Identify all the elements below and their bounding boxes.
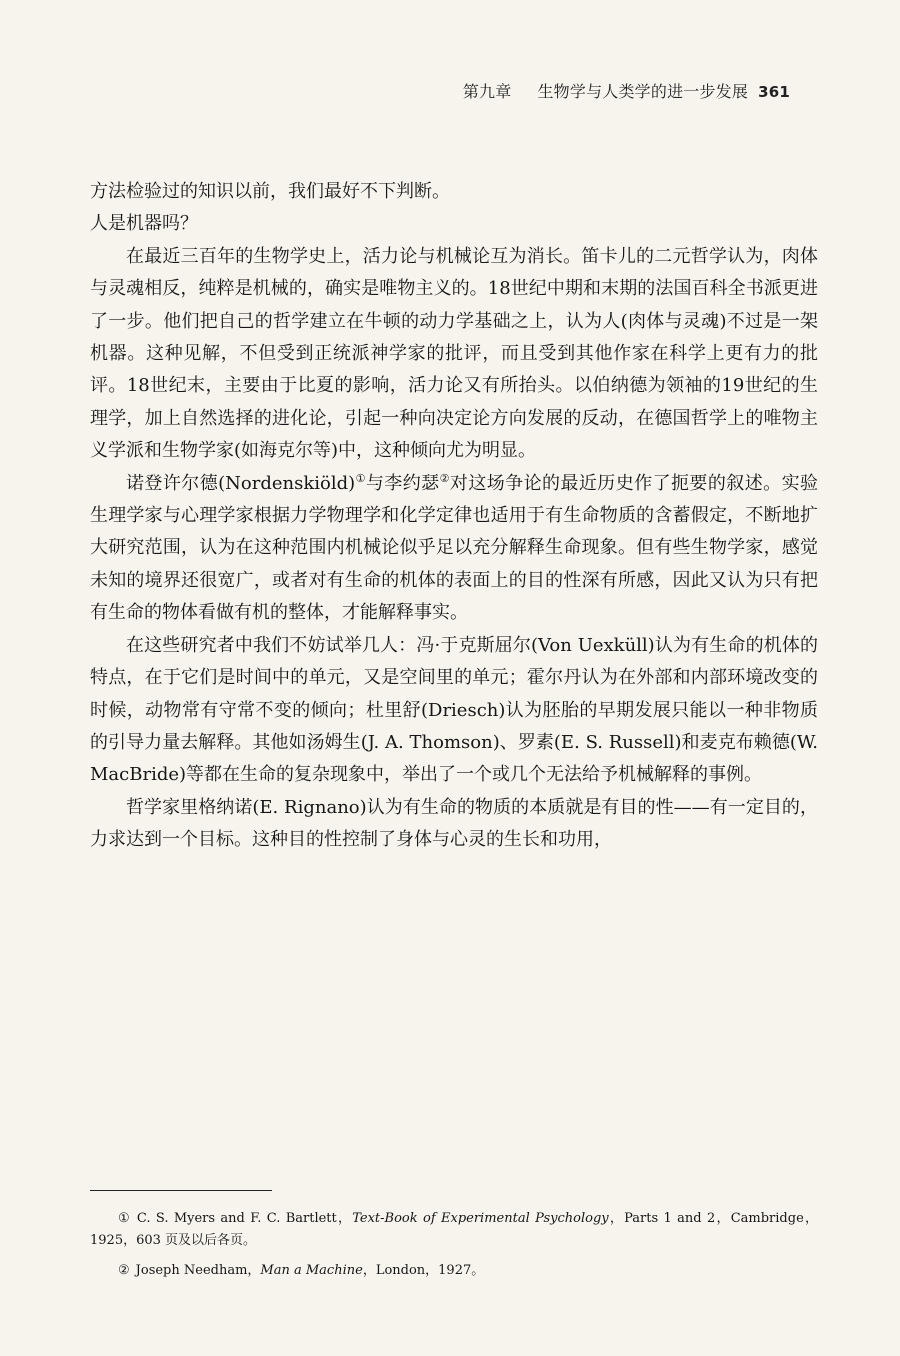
paragraph-1: 在最近三百年的生物学史上，活力论与机械论互为消长。笛卡儿的二元哲学认为，肉体与灵魂相反，纯粹是机械的，确实是唯物主义的。18世纪中期和末期的法国百科全书派更进了一步。他们把自己的哲学建立在牛顿的动力学基础之上，认为人(肉体与灵魂)不过是一架机器。这种见解，不但受到正统派神学家的批评，而且受到其他作家在科学上更有力的批评。18世纪末，主要由于比夏的影响，活力论又有所抬头。以伯纳德为领袖的19世纪的生理学，加上自然选择的进化论，引起一种向决定论方向发展的反动，在德国哲学上的唯物主义学派和生物学家(如海克尔等)中，这种倾向尤为明显。 [90,245,818,462]
paragraph-2-text-a: 诺登许尔德(Nordenskiöld) [126,472,356,494]
carryover-paragraph: 方法检验过的知识以前，我们最好不下判断。 [90,181,450,202]
paragraph-2 [90,468,818,630]
footnote-1 [90,1208,818,1252]
footnote-1-marker: ① [118,1211,131,1226]
body-text [90,176,818,857]
footnote-divider [90,1190,272,1191]
footnote-ref-1[interactable]: ① [355,471,366,485]
footnote-2-marker: ② [118,1263,130,1278]
running-head [0,82,790,102]
footnote-2 [90,1260,818,1282]
section-heading: 人是机器吗？ [90,213,198,235]
footnote-2-title: Man a Machine [260,1263,363,1278]
footnote-ref-2[interactable]: ② [439,471,450,485]
footnote-1-rest: ，Parts 1 and 2，Cambridge，1925，603 页及以后各页。 [90,1211,819,1248]
paragraph-3: 在这些研究者中我们不妨试举几人：冯·于克斯屈尔(Von Uexküll)认为有生命的机体的特点，在于它们是时间中的单元，又是空间里的单元；霍尔丹认为在外部和内部环境改变的时候，动物常有守常不变的倾向；杜里舒(Driesch)认为胚胎的早期发展只能以一种非物质的引导力量去解释。其他如汤姆生(J. A. Thomson)、罗素(E. S. Russell)和麦克布赖德(W. MacBride)等都在生命的复杂现象中，举出了一个或几个无法给予机械解释的事例。 [90,634,818,786]
footnote-1-title: Text-Book of Experimental Psychology [352,1211,609,1226]
footnote-2-author: Joseph Needham， [135,1263,261,1278]
chapter-label: 第九章 [462,82,512,101]
paragraph-4: 哲学家里格纳诺(E. Rignano)认为有生命的物质的本质就是有目的性——有一定目的，力求达到一个目标。这种目的性控制了身体与心灵的生长和功用， [90,796,818,851]
paragraph-2-text-b: 与李约瑟 [365,472,440,494]
paragraph-2-text-c: 对这场争论的最近历史作了扼要的叙述。实验生理学家与心理学家根据力学物理学和化学定律也适用于有生命物质的含蓄假定，不断地扩大研究范围，认为在这种范围内机械论似乎足以充分解释生命现象。但有些生物学家，感觉未知的境界还很宽广，或者对有生命的机体的表面上的目的性深有所感，因此又认为只有把有生命的物体看做有机的整体，才能解释事实。 [90,472,818,624]
footnote-2-rest: ，London，1927。 [362,1263,485,1278]
chapter-title: 生物学与人类学的进一步发展 [537,82,749,101]
footnote-1-authors: C. S. Myers and F. C. Bartlett， [136,1211,353,1226]
page-number: 361 [758,83,790,101]
footnotes [90,1208,818,1290]
